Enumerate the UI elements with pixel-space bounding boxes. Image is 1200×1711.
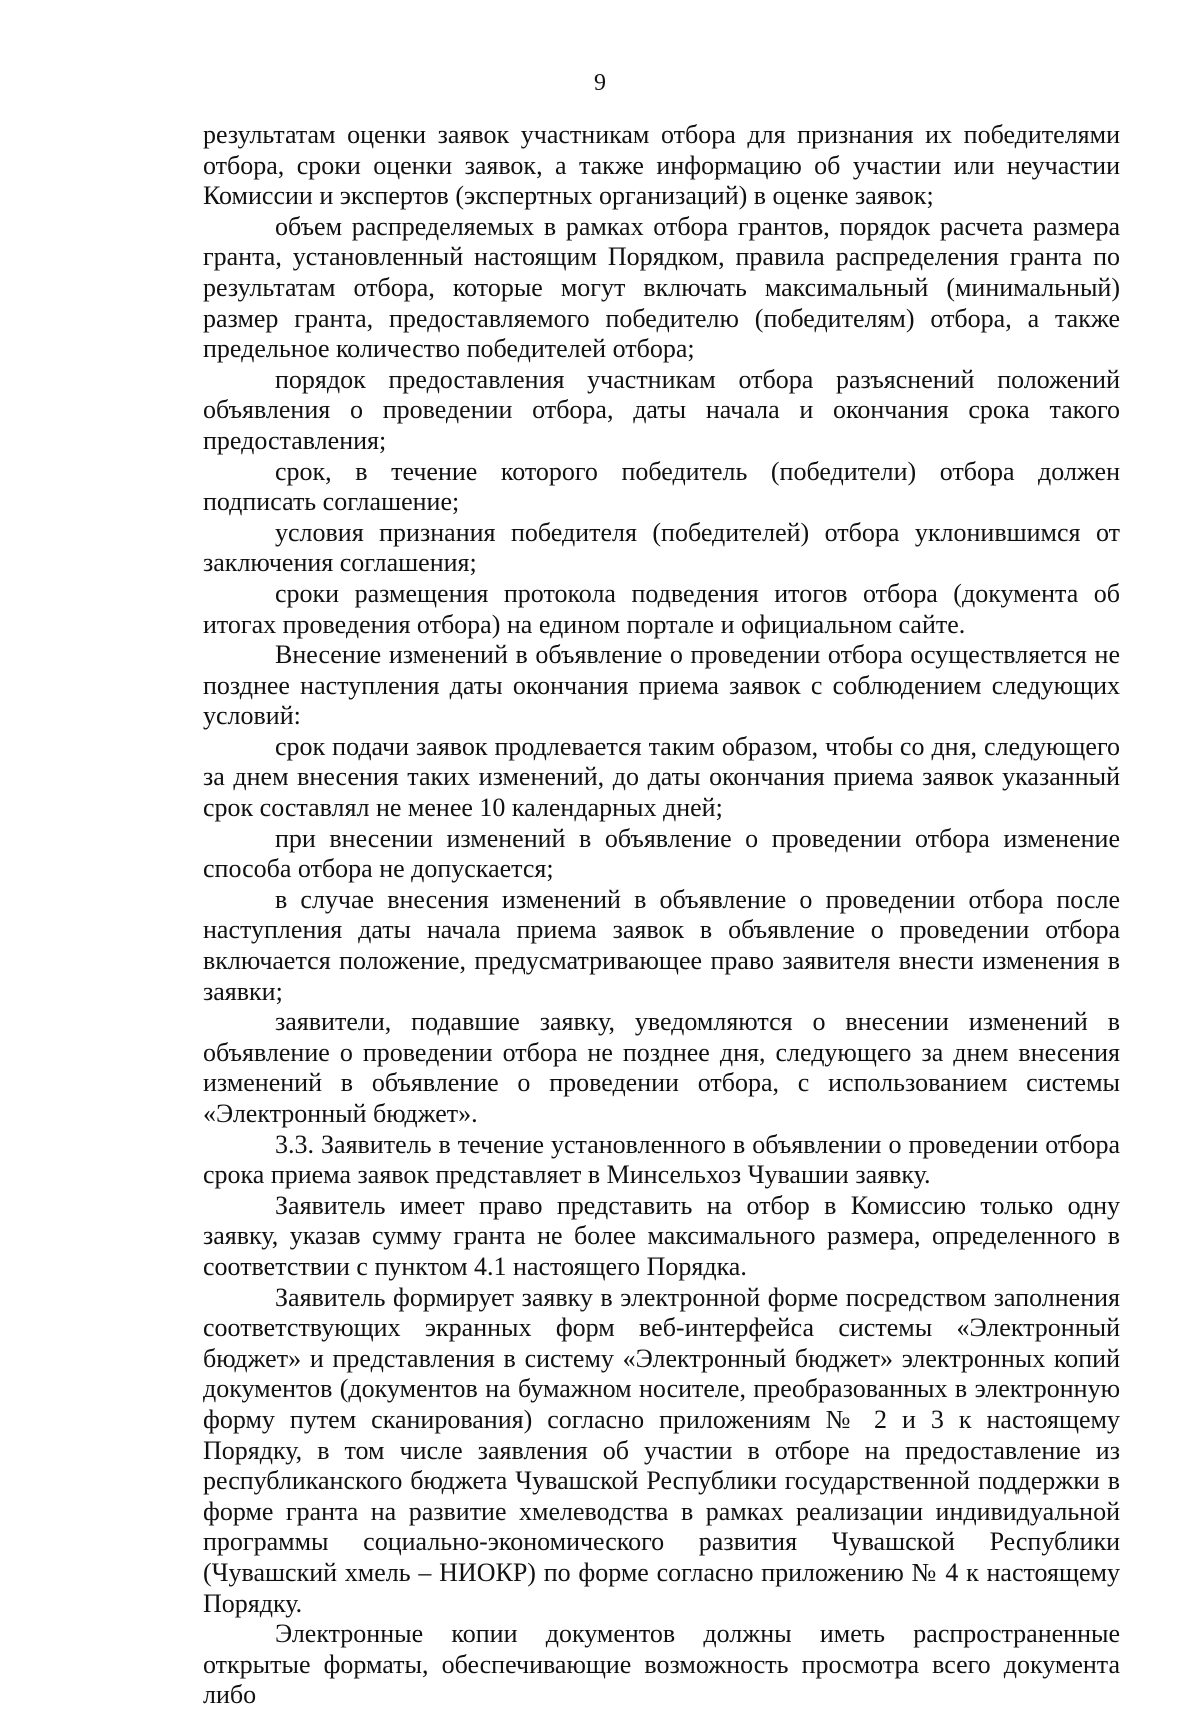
paragraph: условия признания победителя (победителей) отбора уклонившимся от заключения соглашения;	[203, 517, 1120, 578]
paragraph: при внесении изменений в объявление о проведении отбора изменение способа отбора не допускается;	[203, 823, 1120, 884]
paragraph: Внесение изменений в объявление о проведении отбора осуществляется не позднее наступления даты окончания приема заявок с соблюдением следующих условий:	[203, 640, 1120, 731]
paragraph: сроки размещения протокола подведения итогов отбора (документа об итогах проведения отбора) на едином портале и официальном сайте.	[203, 578, 1120, 639]
paragraph: Заявитель формирует заявку в электронной форме посредством заполнения соответствующих экранных форм веб-интерфейса системы «Электронный бюджет» и представления в систему «Электронный бюджет» электронных копий документов (документов на бумажном носителе, преобразованных в электронную форму путем сканирования) согласно приложениям № 2 и 3 к настоящему Порядку, в том числе заявления об участии в отборе на предоставление из республиканского бюджета Чувашской Республики государственной поддержки в форме гранта на развитие хмелеводства в рамках реализации индивидуальной программы социально-экономического развития Чувашской Республики (Чувашский хмель – НИОКР) по форме согласно приложению № 4 к настоящему Порядку.	[203, 1282, 1120, 1618]
paragraph: Заявитель имеет право представить на отбор в Комиссию только одну заявку, указав сумму гранта не более максимального размера, определенного в соответствии с пунктом 4.1 настоящего Порядка.	[203, 1190, 1120, 1281]
paragraph: порядок предоставления участникам отбора разъяснений положений объявления о проведении отбора, даты начала и окончания срока такого предоставления;	[203, 364, 1120, 455]
paragraph: результатам оценки заявок участникам отбора для признания их победителями отбора, сроки оценки заявок, а также информацию об участии или неучастии Комиссии и экспертов (экспертных организаций) в оценке заявок;	[203, 120, 1120, 211]
paragraph: срок подачи заявок продлевается таким образом, чтобы со дня, следующего за днем внесения таких изменений, до даты окончания приема заявок указанный срок составлял не менее 10 календарных дней;	[203, 731, 1120, 823]
paragraph: в случае внесения изменений в объявление о проведении отбора после наступления даты начала приема заявок в объявление о проведении отбора включается положение, предусматривающее право заявителя внести изменения в заявки;	[203, 884, 1120, 1006]
paragraph: заявители, подавшие заявку, уведомляются о внесении изменений в объявление о проведении отбора не позднее дня, следующего за днем внесения изменений в объявление о проведении отбора, с использованием системы «Электронный бюджет».	[203, 1007, 1120, 1128]
document-body	[203, 120, 1120, 1711]
paragraph: 3.3. Заявитель в течение установленного в объявлении о проведении отбора срока приема заявок представляет в Минсельхоз Чувашии заявку.	[203, 1129, 1120, 1190]
paragraph: объем распределяемых в рамках отбора грантов, порядок расчета размера гранта, установленный настоящим Порядком, правила распределения гранта по результатам отбора, которые могут включать максимальный (минимальный) размер гранта, предоставляемого победителю (победителям) отбора, а также предельное количество победителей отбора;	[203, 211, 1120, 364]
paragraph: срок, в течение которого победитель (победители) отбора должен подписать соглашение;	[203, 456, 1120, 517]
page-number: 9	[594, 70, 606, 96]
paragraph: Электронные копии документов должны иметь распространенные открытые форматы, обеспечивающие возможность просмотра всего документа либо	[203, 1619, 1120, 1710]
